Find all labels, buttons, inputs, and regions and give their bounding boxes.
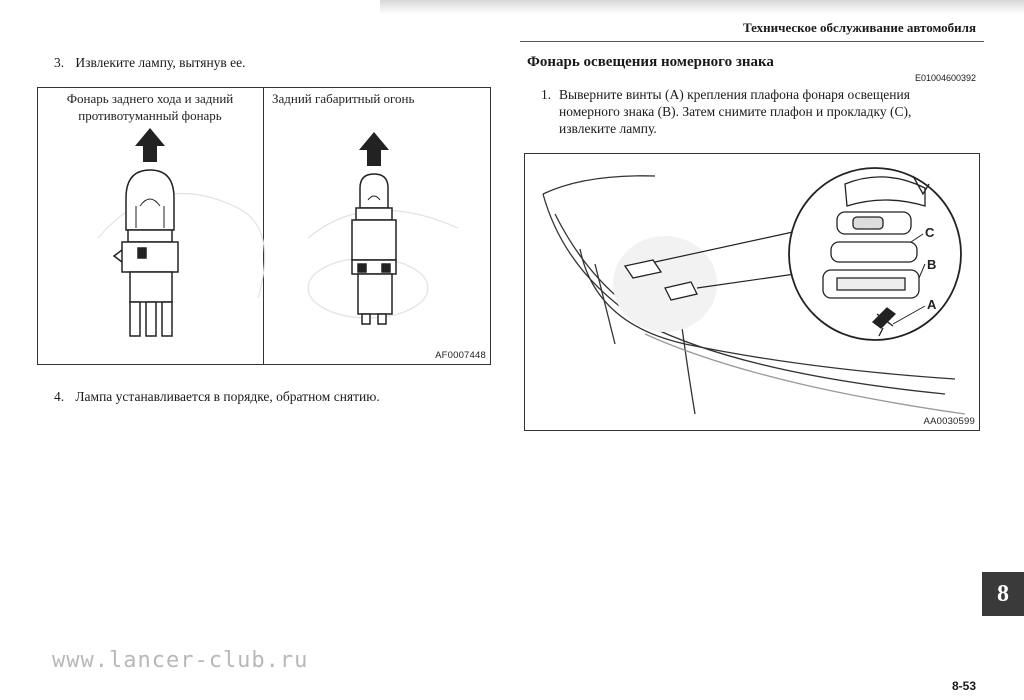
highlight-spot — [613, 236, 717, 332]
step-4 — [54, 388, 380, 405]
label-a: A — [927, 297, 937, 312]
caption-tail-light: Задний габаритный огонь — [272, 91, 415, 106]
license-light-figure — [524, 153, 980, 431]
step-1-number: 1. — [541, 87, 552, 102]
header-rule — [520, 41, 984, 42]
top-shading — [380, 0, 1024, 14]
tail-bulb-icon — [352, 174, 396, 324]
step-3 — [54, 54, 246, 71]
step-3-text: Извлеките лампу, вытянув ее. — [75, 55, 246, 70]
bulb-figure — [37, 87, 491, 365]
caption-reverse-fog-line2: противотуманный фонарь — [78, 108, 222, 123]
step-1-line1: Выверните винты (A) крепления плафона фонаря освещения — [559, 87, 910, 102]
bulb-illustration — [38, 88, 490, 364]
figure-code-left: AF0007448 — [435, 350, 486, 361]
caption-reverse-fog-line1: Фонарь заднего хода и задний — [66, 91, 234, 106]
step-1-line3: извлеките лампу. — [559, 121, 657, 136]
page-number: 8-53 — [951, 679, 976, 693]
up-arrow-icon-left — [135, 128, 165, 162]
step-4-text: Лампа устанавливается в порядке, обратном снятию. — [75, 389, 380, 404]
chapter-tab: 8 — [982, 572, 1024, 616]
label-c: C — [925, 225, 935, 240]
section-title: Фонарь освещения номерного знака — [527, 54, 774, 70]
label-b: B — [927, 257, 937, 272]
step-1 — [541, 86, 911, 137]
step-3-number: 3. — [54, 55, 65, 70]
header-title: Техническое обслуживание автомобиля — [742, 20, 976, 35]
reverse-bulb-icon — [114, 170, 178, 336]
license-light-illustration — [525, 154, 979, 430]
step-1-line2: номерного знака (B). Затем снимите плафон и прокладку (C), — [559, 104, 912, 119]
up-arrow-icon-right — [359, 132, 389, 166]
section-code: E01004600392 — [914, 73, 976, 83]
step-4-number: 4. — [54, 389, 65, 404]
watermark: www.lancer-club.ru — [52, 648, 309, 673]
figure-code-right: AA0030599 — [923, 416, 975, 427]
